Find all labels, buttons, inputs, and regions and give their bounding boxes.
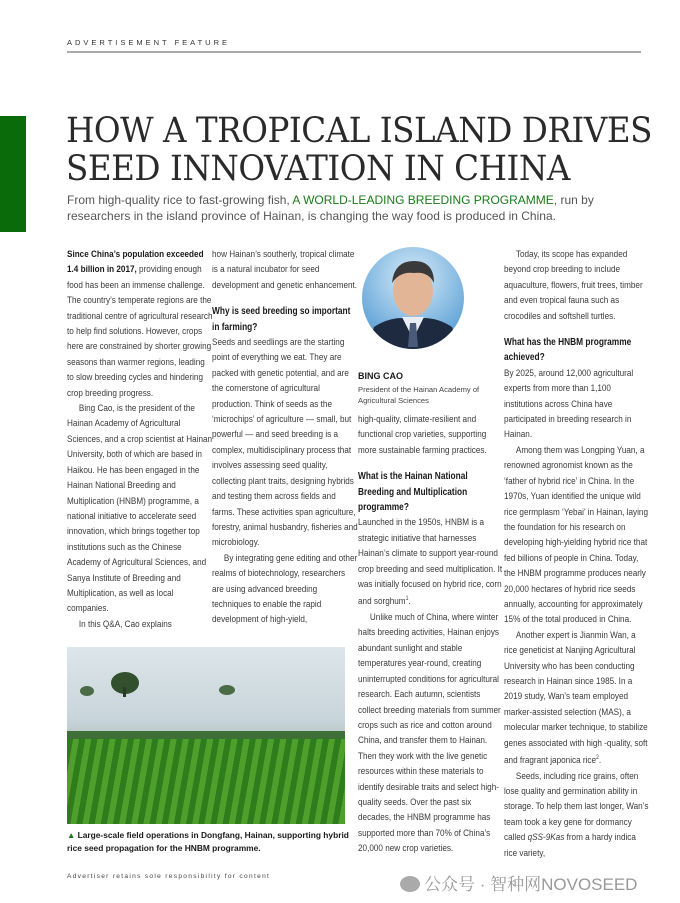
- watermark-text: 公众号 · 智种网NOVOSEED: [424, 875, 638, 894]
- paragraph-text: providing enough food has been an immense challenge. The country’s temperate regions are the traditional centre of agricultural research to help find solutions. However, crops here are constrained by shorter growing seasons than warmer regions, leading to slow breeding cycles and hindering crop breeding progress.: [67, 264, 213, 399]
- question-heading: Why is seed breeding so important in farming?: [212, 306, 351, 333]
- paragraph: [358, 515, 504, 610]
- standfirst-highlight: A WORLD-LEADING BREEDING PROGRAMME: [292, 193, 554, 207]
- title-line-2: SEED INNOVATION IN CHINA: [66, 149, 570, 189]
- paragraph-text-end: .: [598, 755, 602, 767]
- paragraph: In this Q&A, Cao explains: [78, 618, 172, 630]
- watermark: [400, 870, 637, 895]
- paragraph: Today, its scope has expanded beyond crop breeding to include aquaculture, flowers, fruit trees, timber and even tropical fauna such as crocodiles and softshell turtles.: [504, 249, 643, 322]
- paragraph: [504, 769, 650, 861]
- column-1: [67, 247, 213, 632]
- photo-caption: [67, 829, 357, 855]
- column-3: [358, 412, 504, 857]
- standfirst-text: From high-quality rice to fast-growing fish,: [67, 193, 293, 207]
- tree-icon: [67, 647, 345, 747]
- header-rule: [67, 51, 641, 53]
- paragraph-text-end: from a hardy indica rice variety,: [504, 832, 636, 859]
- question-heading: What is the Hainan National Breeding and Multiplication programme?: [358, 471, 468, 514]
- standfirst-text-end: , run by researchers in the island province of Hainan, is changing the way food is produced in China.: [67, 193, 594, 223]
- rice-field: [67, 739, 345, 824]
- paragraph-text: Seeds, including rice grains, often lose quality and germination ability in storage. To help them last longer, Wan’s team took a key gene for dormancy called: [504, 770, 649, 844]
- footnote-ref: 1: [405, 596, 409, 603]
- paragraph: high-quality, climate-resilient and functional crop varieties, supporting more sustainable farming practices.: [358, 414, 487, 456]
- paragraph: Unlike much of China, where winter halts breeding activities, Hainan enjoys abundant sunlight and stable temperatures year-round, creating uninterrupted conditions for agricultural research. Each autumn, scientists collect breeding materials from summer crops such as rice and cotton around China, and transfer them to Hainan. Then they work with the live genetic resources within these materials to identify desirable traits and select high-quality seeds. Over the past six decades, the HNBM programme has supported more than 70% of China’s 20,000 new crop varieties.: [358, 612, 501, 855]
- paragraph: By 2025, around 12,000 agricultural experts from more than 1,100 institutions across China have participated in breeding research in Hainan.: [504, 367, 634, 441]
- paragraph: how Hainan’s southerly, tropical climate is a natural incubator for seed development and genetic enhancement.: [212, 249, 358, 291]
- question-heading: What has the HNBM programme achieved?: [504, 337, 632, 364]
- paragraph-text: Launched in the 1950s, HNBM is a strategic initiative that harnesses Hainan’s climate to support year-round crop breeding and seed multiplication. It was initially focused on hybrid rice, corn and sorghum: [358, 517, 503, 608]
- column-4: [504, 247, 650, 861]
- caption-text: Large-scale field operations in Dongfang, Hainan, supporting hybrid rice seed propagation for the HNBM programme.: [67, 830, 349, 853]
- paragraph: Bing Cao, is the president of the Hainan Academy of Agricultural Sciences, and a crop scientist at Hainan University, both of which are based in Haikou. He has been engaged in the Hainan National Breeding and Multiplication (HNBM) programme, a national initiative to accelerate seed innovation, which brings together top institutions such as the Chinese Academy of Agricultural Sciences, and Sanya Institute of Breeding and Multiplication, as well as local companies.: [67, 403, 213, 615]
- paragraph: Among them was Longping Yuan, a renowned agronomist known as the ‘father of hybrid rice’ in China. In the 1970s, Yuan identified the unique wild rice germplasm ‘Yebai’ in Hainan, laying the foundation for his research on developing high-yielding hybrid rice that fed billions of people in China. Today, the HNBM programme produces nearly 20,000 hectares of hybrid rice seeds annually, accounting for approximately 15% of the total produced in China.: [504, 444, 648, 626]
- column-2: [212, 247, 358, 628]
- portrait-role: President of the Hainan Academy of Agricultural Sciences: [358, 385, 480, 405]
- page-title: [66, 112, 652, 188]
- standfirst: [67, 193, 647, 224]
- wechat-icon: [400, 876, 420, 892]
- paragraph-text-end: .: [408, 596, 411, 608]
- portrait-photo: [362, 247, 464, 349]
- paragraph: [67, 247, 213, 401]
- rice-field-photo: [67, 647, 345, 824]
- section-kicker: ADVERTISEMENT FEATURE: [67, 38, 231, 47]
- title-line-1: HOW A TROPICAL ISLAND DRIVES: [66, 111, 652, 151]
- gene-name: qSS-9Kas: [527, 832, 565, 844]
- paragraph: Seeds and seedlings are the starting point of everything we eat. They are packed with genetic potential, and are the cornerstone of agricultural production. Think of seeds as the ‘microchips’ of agriculture — small, but powerful — and seed breeding is a complex, multidisciplinary process that involves assessing seed quality, collecting plant traits, designing hybrids and testing them across fields and farms. These activities span agriculture, forestry, animal husbandry, fisheries and microbiology.: [212, 337, 358, 549]
- triangle-marker-icon: ▲: [67, 830, 76, 840]
- lead-in: Since China’s population exceeded 1.4 billion in 2017,: [67, 249, 204, 276]
- footnote-ref: 2: [596, 755, 599, 761]
- paragraph: [504, 628, 650, 769]
- accent-bar: [0, 116, 26, 232]
- paragraph: By integrating gene editing and other realms of biotechnology, researchers are using advanced breeding techniques to enable the rapid development of high-yield,: [212, 552, 358, 626]
- person-portrait-icon: [362, 247, 464, 349]
- portrait-name: BING CAO: [358, 371, 403, 381]
- paragraph-text: Another expert is Jianmin Wan, a rice geneticist at Nanjing Agricultural University who has been conducting research in Hainan since 1985. In a 2019 study, Wan’s team employed marker-assisted selection (MAS), a molecular marker technique, to stabilize genes associated with high -quality, soft and fragrant japonica rice: [504, 629, 648, 767]
- footer-disclaimer: Advertiser retains sole responsibility for content: [67, 873, 271, 880]
